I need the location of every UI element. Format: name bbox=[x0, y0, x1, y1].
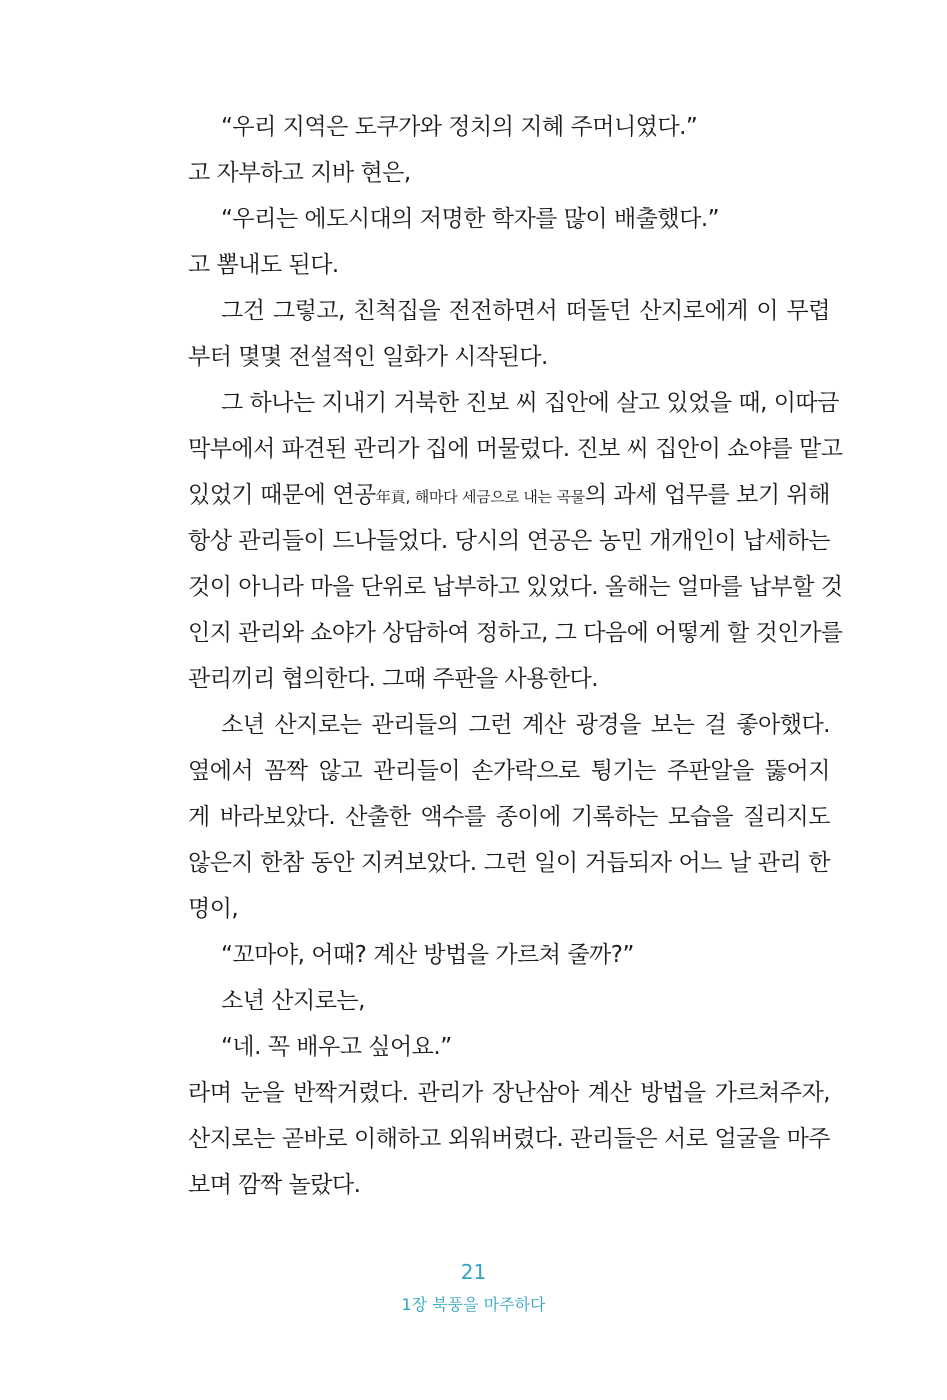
paragraph-line: 게 바라보았다. 산출한 액수를 종이에 기록하는 모습을 질리지도 bbox=[188, 804, 830, 830]
inline-annotation: 年貢, 해마다 세금으로 내는 곡물 bbox=[375, 488, 585, 506]
paragraph-line: 인지 관리와 쇼야가 상담하여 정하고, 그 다음에 어떻게 할 것인가를 bbox=[188, 620, 843, 646]
paragraph-line: 고 자부하고 지바 현은, bbox=[188, 160, 411, 186]
paragraph-line: 고 뽐내도 된다. bbox=[188, 252, 339, 278]
line-text-before-note: 있었기 때문에 연공 bbox=[188, 482, 376, 508]
paragraph-line: 소년 산지로는 관리들의 그런 계산 광경을 보는 걸 좋아했다. bbox=[221, 712, 830, 738]
chapter-title: 1장 북풍을 마주하다 bbox=[401, 1295, 546, 1314]
paragraph-line: “네. 꼭 배우고 싶어요.” bbox=[221, 1034, 452, 1060]
paragraph-line: 산지로는 곧바로 이해하고 외워버렸다. 관리들은 서로 얼굴을 마주 bbox=[188, 1126, 830, 1152]
paragraph-line: “꼬마야, 어때? 계산 방법을 가르쳐 줄까?” bbox=[221, 942, 634, 968]
paragraph-line: “우리는 에도시대의 저명한 학자를 많이 배출했다.” bbox=[221, 206, 720, 232]
paragraph-line: 그건 그렇고, 친척집을 전전하면서 떠돌던 산지로에게 이 무렵 bbox=[221, 298, 830, 324]
paragraph-line: 그 하나는 지내기 거북한 진보 씨 집안에 살고 있었을 때, 이따금 bbox=[221, 390, 839, 416]
paragraph-line: 라며 눈을 반짝거렸다. 관리가 장난삼아 계산 방법을 가르쳐주자, bbox=[188, 1080, 830, 1106]
paragraph-line: 않은지 한참 동안 지켜보았다. 그런 일이 거듭되자 어느 날 관리 한 bbox=[188, 850, 830, 876]
paragraph-line: 것이 아니라 마을 단위로 납부하고 있었다. 올해는 얼마를 납부할 것 bbox=[188, 574, 843, 600]
paragraph-line: 명이, bbox=[188, 896, 239, 922]
paragraph-line: 옆에서 꼼짝 않고 관리들이 손가락으로 튕기는 주판알을 뚫어지 bbox=[188, 758, 830, 784]
paragraph-line: 부터 몇몇 전설적인 일화가 시작된다. bbox=[188, 344, 548, 370]
page-number: 21 bbox=[460, 1260, 487, 1284]
paragraph-line: 관리끼리 협의한다. 그때 주판을 사용한다. bbox=[188, 666, 599, 692]
paragraph-line: 소년 산지로는, bbox=[221, 988, 365, 1014]
paragraph-line: 막부에서 파견된 관리가 집에 머물렀다. 진보 씨 집안이 쇼야를 맡고 bbox=[188, 436, 843, 462]
body-text bbox=[188, 104, 843, 1208]
paragraph-line: 항상 관리들이 드나들었다. 당시의 연공은 농민 개개인이 납세하는 bbox=[188, 528, 830, 554]
line-text-after-note: 의 과세 업무를 보기 위해 bbox=[584, 482, 830, 508]
paragraph-line: “우리 지역은 도쿠가와 정치의 지혜 주머니였다.” bbox=[221, 114, 698, 140]
paragraph-line: 보며 깜짝 놀랐다. bbox=[188, 1172, 361, 1198]
paragraph-line-with-note bbox=[188, 472, 830, 518]
